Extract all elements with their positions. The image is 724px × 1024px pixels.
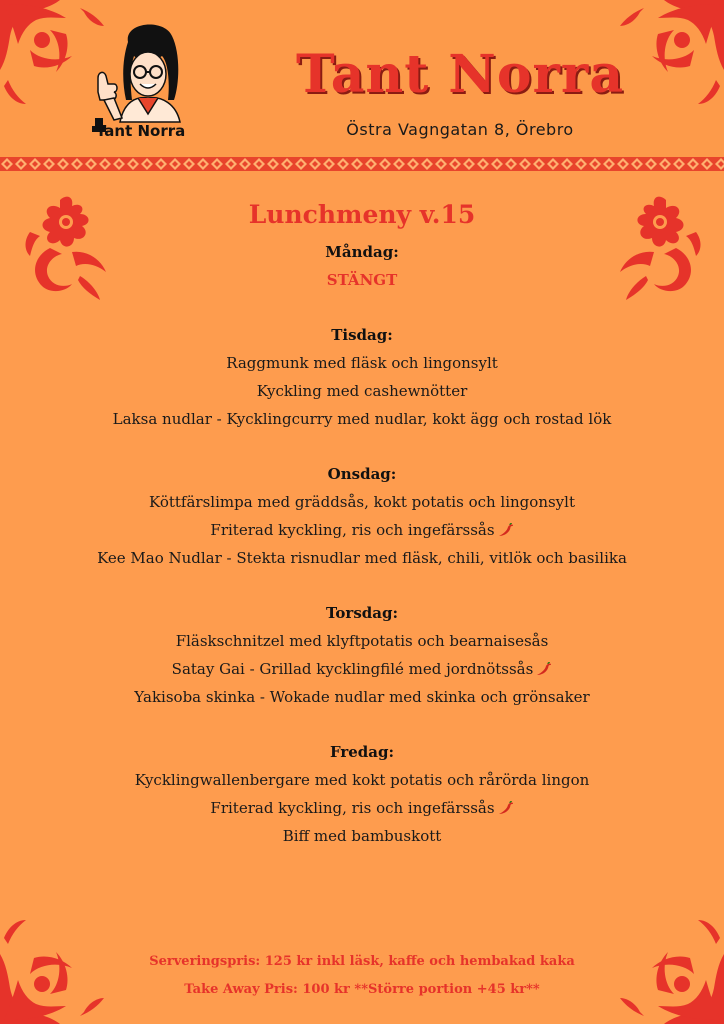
- day-name: Torsdag:: [325, 604, 399, 622]
- dish-text: Kee Mao Nudlar - Stekta risnudlar med fläsk, chili, vitlök och basilika: [97, 549, 627, 567]
- dish: [0, 627, 724, 655]
- dish: [0, 655, 724, 683]
- dish: [0, 683, 724, 711]
- logo-text: Tant Norra: [96, 122, 186, 140]
- restaurant-address: Östra Vagngatan 8, Örebro: [346, 120, 574, 139]
- dish-text: Satay Gai - Grillad kycklingfilé med jordnötssås: [171, 660, 534, 678]
- day-thursday: [0, 599, 724, 711]
- dish: [0, 794, 724, 822]
- dish: [0, 349, 724, 377]
- chili-pepper-icon: [498, 801, 514, 815]
- dish-text: Friterad kyckling, ris och ingefärssås: [210, 521, 495, 539]
- dish: [0, 405, 724, 433]
- day-name: Fredag:: [329, 743, 395, 761]
- day-name: Måndag:: [325, 243, 399, 261]
- decorative-border: [0, 157, 724, 171]
- restaurant-name: Tant Norra: [295, 44, 625, 105]
- thai-floral-ornament-icon: [614, 0, 724, 110]
- dish: [0, 488, 724, 516]
- dish: [0, 822, 724, 850]
- dish: [0, 377, 724, 405]
- takeaway-price: Take Away Pris: 100 kr **Större portion +45 kr**: [184, 982, 540, 997]
- dish-text: Laksa nudlar - Kycklingcurry med nudlar, kokt ägg och rostad lök: [112, 410, 612, 428]
- dish-text: Kycklingwallenbergare med kokt potatis och rårörda lingon: [134, 771, 590, 789]
- dish: [0, 544, 724, 572]
- menu-title: Lunchmeny v.15: [248, 200, 476, 229]
- dish-text: Fläskschnitzel med klyftpotatis och bearnaisesås: [175, 632, 549, 650]
- day-tuesday: [0, 321, 724, 433]
- chili-pepper-icon: [536, 662, 552, 676]
- dish-text: Köttfärslimpa med gräddsås, kokt potatis och lingonsylt: [149, 493, 575, 511]
- dish: [0, 516, 724, 544]
- day-monday: [0, 238, 724, 294]
- day-name: Onsdag:: [327, 465, 397, 483]
- day-friday: [0, 738, 724, 850]
- dish-text: Kyckling med cashewnötter: [256, 382, 468, 400]
- lunch-menu: [0, 196, 724, 850]
- price-footer: [0, 948, 724, 1004]
- dish-text: Raggmunk med fläsk och lingonsylt: [226, 354, 498, 372]
- chili-pepper-icon: [498, 523, 514, 537]
- dish-text: Biff med bambuskott: [282, 827, 442, 845]
- day-name: Tisdag:: [331, 326, 393, 344]
- dish-text: Yakisoba skinka - Wokade nudlar med skinka och grönsaker: [134, 688, 590, 706]
- serving-price: Serveringspris: 125 kr inkl läsk, kaffe och hembakad kaka: [149, 954, 575, 969]
- dish: [0, 766, 724, 794]
- header: [0, 0, 724, 160]
- dish-text: Friterad kyckling, ris och ingefärssås: [210, 799, 495, 817]
- closed-label: STÄNGT: [326, 271, 398, 289]
- day-wednesday: [0, 460, 724, 572]
- thai-floral-ornament-icon: [0, 0, 110, 110]
